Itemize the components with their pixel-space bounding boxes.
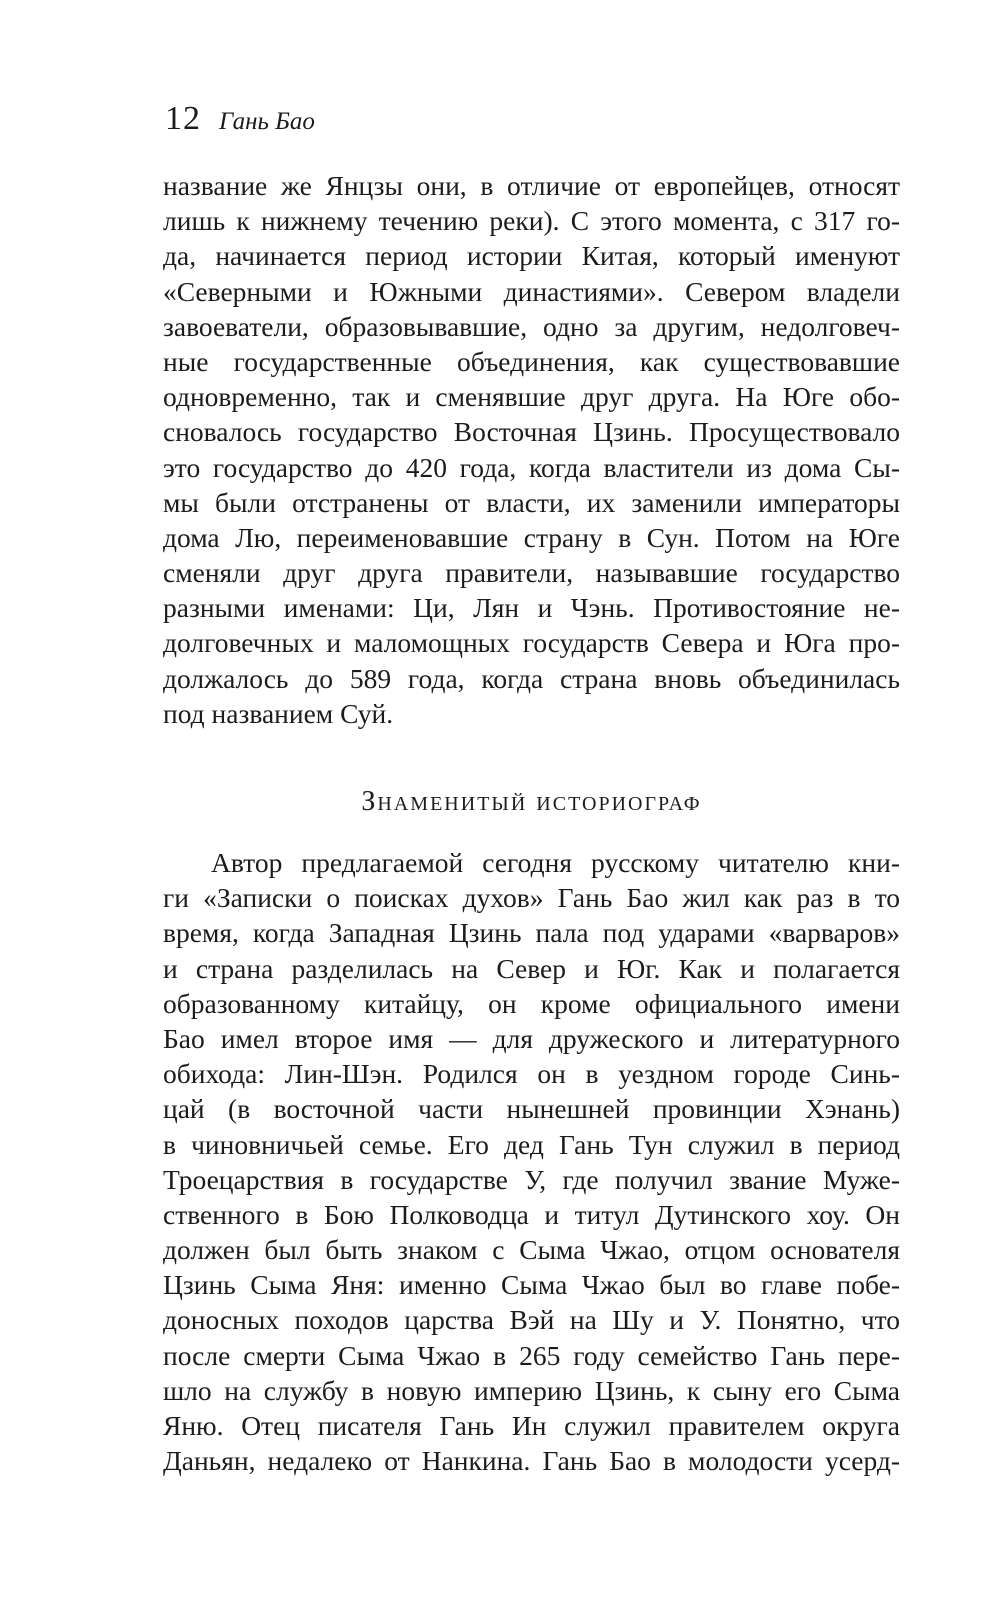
text-line: Бао имел второе имя — для дружеского и литературного [163, 1022, 900, 1054]
text-line: название же Янцзы они, в отличие от европейцев, относят [163, 170, 900, 201]
text-line: шло на службу в новую империю Цзинь, к сыну его Сыма [163, 1374, 900, 1406]
text-line: ственного в Бою Полководца и титул Дутинского хоу. Он [163, 1198, 900, 1230]
text-line: время, когда Западная Цзинь пала под ударами «варваров» [163, 917, 900, 949]
text-line: разными именами: Ци, Лян и Чэнь. Противостояние не- [163, 592, 900, 624]
text-line: цай (в восточной части нынешней провинции Хэнань) [163, 1093, 900, 1125]
page-number: 12 [165, 100, 201, 137]
text-line: Яню. Отец писателя Гань Ин служил правителем округа [163, 1410, 900, 1441]
text-line: образованному китайцу, он кроме официального имени [163, 987, 900, 1019]
text-line: после смерти Сыма Чжао в 265 году семейство Гань пере- [163, 1339, 900, 1371]
text-line: Троецарствия в государстве У, где получил звание Муже- [163, 1163, 900, 1195]
text-line: сновалось государство Восточная Цзинь. Просуществовало [163, 416, 900, 448]
text-line: одновременно, так и сменявшие друг друга. На Юге обо- [163, 381, 900, 413]
text-line: Цзинь Сыма Яня: именно Сыма Чжао был во главе побе- [163, 1269, 900, 1301]
text-line: это государство до 420 года, когда властители из дома Сы- [163, 451, 900, 483]
text-line: доносных походов царства Вэй на Шу и У. Понятно, что [163, 1304, 900, 1336]
text-line: Даньян, недалеко от Нанкина. Гань Бао в молодости усерд- [163, 1445, 900, 1477]
text-line: лишь к нижнему течению реки). С этого момента, с 317 го- [163, 205, 900, 237]
text-line: ные государственные объединения, как существовавшие [163, 345, 900, 377]
section-heading: Знаменитый историограф [361, 786, 702, 817]
text-line: должалось до 589 года, когда страна вновь объединилась [163, 662, 900, 694]
text-line: под названием Суй. [163, 697, 394, 729]
text-line: Автор предлагаемой сегодня русскому читателю кни- [211, 847, 900, 878]
running-title: Гань Бао [219, 108, 315, 135]
text-line: в чиновничьей семье. Его дед Гань Тун служил в период [163, 1128, 900, 1160]
text-line: долговечных и маломощных государств Севера и Юга про- [163, 627, 900, 659]
paragraph-1 [163, 168, 900, 731]
text-line: обихода: Лин-Шэн. Родился он в уездном городе Синь- [163, 1058, 900, 1090]
text-line: да, начинается период истории Китая, который именуют [163, 240, 900, 272]
text-line: ги «Записки о поисках духов» Гань Бао жил как раз в то [163, 882, 900, 914]
text-line: дома Лю, переименовавшие страну в Сун. Потом на Юге [163, 521, 900, 553]
text-line: и страна разделилась на Север и Юг. Как и полагается [163, 952, 900, 984]
text-line: «Северными и Южными династиями». Севером владели [163, 275, 900, 307]
running-head [165, 100, 315, 150]
paragraph-2 [163, 845, 900, 1478]
text-line: завоеватели, образовывавшие, одно за другим, недолговеч- [163, 310, 900, 342]
text-line: мы были отстранены от власти, их заменили императоры [163, 486, 900, 518]
text-line: должен был быть знаком с Сыма Чжао, отцом основателя [163, 1234, 900, 1266]
text-line: сменяли друг друга правители, называвшие государство [163, 557, 900, 589]
